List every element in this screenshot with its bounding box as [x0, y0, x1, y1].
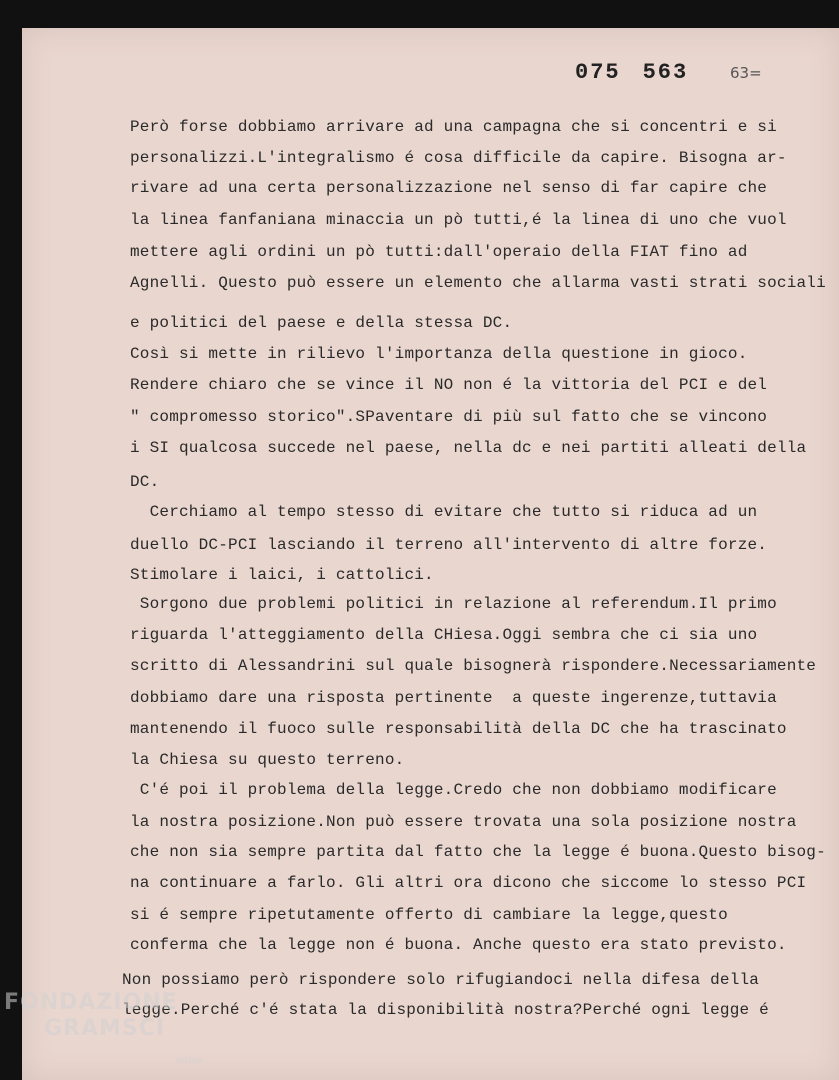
- text-line: la Chiesa su questo terreno.: [130, 751, 405, 769]
- text-line: rivare ad una certa personalizzazione nel senso di far capire che: [130, 179, 768, 197]
- text-line: e politici del paese e della stessa DC.: [130, 314, 513, 332]
- text-line: C'é poi il problema della legge.Credo che non dobbiamo modificare: [130, 781, 777, 799]
- text-line: si é sempre ripetutamente offerto di cambiare la legge,questo: [130, 906, 728, 924]
- text-line: la nostra posizione.Non può essere trovata una sola posizione nostra: [130, 813, 797, 831]
- text-line: legge.Perché c'é stata la disponibilità nostra?Perché ogni legge é: [122, 1001, 769, 1019]
- text-line: DC.: [130, 473, 160, 491]
- archive-number: 075 563: [575, 60, 689, 85]
- text-line: " compromesso storico".SPaventare di più sul fatto che se vincono: [130, 408, 768, 426]
- text-line: riguarda l'atteggiamento della CHiesa.Oggi sembra che ci sia uno: [130, 626, 758, 644]
- text-line: Non possiamo però rispondere solo rifugiandoci nella difesa della: [122, 971, 760, 989]
- text-line: Stimolare i laici, i cattolici.: [130, 566, 434, 584]
- text-line: Così si mette in rilievo l'importanza della questione in gioco.: [130, 345, 748, 363]
- text-line: na continuare a farlo. Gli altri ora dicono che siccome lo stesso PCI: [130, 874, 807, 892]
- text-line: la linea fanfaniana minaccia un pò tutti,é la linea di uno che vuol: [130, 211, 787, 229]
- text-line: duello DC-PCI lasciando il terreno all'intervento di altre forze.: [130, 536, 768, 554]
- text-line: personalizzi.L'integralismo é cosa difficile da capire. Bisogna ar-: [130, 149, 787, 167]
- text-line: Agnelli. Questo può essere un elemento che allarma vasti strati sociali: [130, 274, 826, 292]
- text-line: i SI qualcosa succede nel paese, nella dc e nei partiti alleati della: [130, 439, 807, 457]
- fondazione-gramsci-watermark: FONDAZIONE GRAMSCI onlus: [4, 990, 204, 1066]
- text-line: Però forse dobbiamo arrivare ad una campagna che si concentri e si: [130, 118, 777, 136]
- page-mark: 63=: [730, 64, 762, 82]
- text-line: dobbiamo dare una risposta pertinente a queste ingerenze,tuttavia: [130, 689, 777, 707]
- text-line: mettere agli ordini un pò tutti:dall'operaio della FIAT fino ad: [130, 243, 748, 261]
- text-line: Rendere chiaro che se vince il NO non é la vittoria del PCI e del: [130, 376, 768, 394]
- text-line: conferma che la legge non é buona. Anche questo era stato previsto.: [130, 936, 787, 954]
- text-line: scritto di Alessandrini sul quale bisognerà rispondere.Necessariamente: [130, 657, 817, 675]
- text-line: Cerchiamo al tempo stesso di evitare che tutto si riduca ad un: [130, 503, 758, 521]
- text-line: mantenendo il fuoco sulle responsabilità della DC che ha trascinato: [130, 720, 787, 738]
- text-line: che non sia sempre partita dal fatto che la legge é buona.Questo bisog-: [130, 843, 826, 861]
- text-line: Sorgono due problemi politici in relazione al referendum.Il primo: [130, 595, 777, 613]
